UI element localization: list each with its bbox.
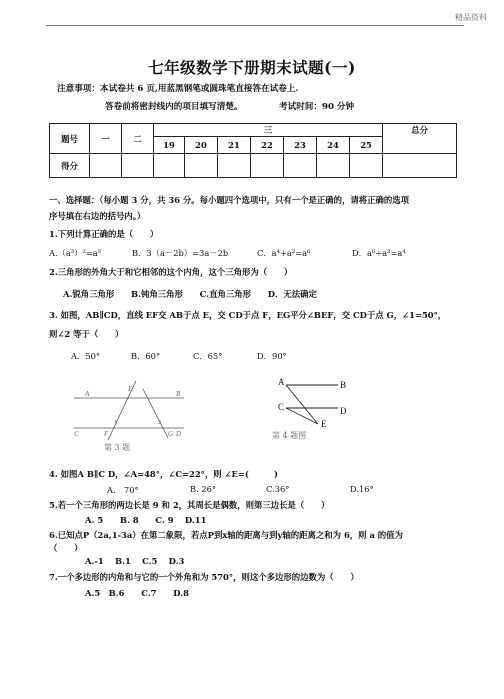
q6-line-1: 6.已知点P（2a,1-3a）在第二象限，若点P到x轴的距离与到y轴的距离之和为 6，则 a 的值为 <box>49 530 403 540</box>
label-angle-2: 2 <box>158 419 162 426</box>
score-cell[interactable] <box>122 154 154 178</box>
line-ae <box>286 385 318 424</box>
q2-stem: 2.三角形的外角大于和它相邻的这个内角，这个三角形为（ ） <box>49 267 293 277</box>
label-a-4: A <box>278 377 285 387</box>
label-angle-1: 1 <box>114 419 118 426</box>
section1-heading-2: 序号填在右边的括号内。） <box>49 211 146 221</box>
score-cell[interactable] <box>185 154 218 178</box>
cell-two: 二 <box>122 124 154 154</box>
q4-option-b: B. 26° <box>190 484 217 494</box>
notice-line-1: 注意事项：本试卷共 6 页,用蓝黑钢笔或圆珠笔直接答在试卷上. <box>57 84 299 94</box>
score-cell[interactable] <box>154 154 185 178</box>
score-cell[interactable] <box>218 154 251 178</box>
notice-line-2b: 考试时间：90 分钟 <box>279 102 355 112</box>
cell-one: 一 <box>90 124 122 154</box>
q7-stem: 7.一个多边形的内角和与它的一个外角和为 570°，则这个多边形的边数为（ ） <box>49 572 359 582</box>
q3-line-2: 则∠2 等于（ ） <box>49 329 124 339</box>
line-eg <box>143 389 168 438</box>
figure-4-diagram <box>274 376 354 432</box>
q6-line-2: （ ） <box>49 543 83 553</box>
label-d: D <box>176 430 182 438</box>
q6-options: A.-1 B.1 C.5 D.3 <box>85 556 185 566</box>
q1-stem: 1.下列计算正确的是（ ） <box>49 229 159 239</box>
cell-total: 总分 <box>383 124 457 154</box>
q1-option-b: B．3（a－2b）=3a－2b <box>132 248 229 258</box>
q1-option-a: A.（a³）²=a⁵ <box>49 248 102 258</box>
cell-tihao: 题号 <box>50 124 90 154</box>
label-d-4: D <box>340 406 347 416</box>
section1-heading-1: 一、选择题：（每小题 3 分，共 36 分。每小题四个选项中，只有一个是正确的，请将正确的选项 <box>49 195 409 205</box>
label-c-4: C <box>278 402 285 412</box>
q4-option-a: A. 70° <box>107 485 139 495</box>
exam-title: 七年级数学下册期末试题(一) <box>148 58 356 77</box>
q3-option-b: B．60° <box>131 351 161 361</box>
label-a: A <box>85 390 90 398</box>
q7-options: A.5 B.6 C.7 D.8 <box>85 588 189 598</box>
label-g: G <box>168 430 174 438</box>
q2-options: A.锐角三角形 B.钝角三角形 C.直角三角形 D．无法确定 <box>63 289 317 299</box>
label-f: F <box>104 430 109 438</box>
q3-option-a: A．50° <box>71 351 100 361</box>
figure-4-caption: 第 4 题图 <box>272 431 307 440</box>
col-header: 19 <box>154 137 185 154</box>
label-e-4: E <box>321 419 327 429</box>
line-ce <box>286 408 318 424</box>
q3-line-1: 3. 如图，AB∥CD，直线 EF交 AB于点 E，交 CD于点 F，EG平分∠BEF，交 CD于点 G，∠1=50°， <box>49 310 447 320</box>
q5-stem: 5.若一个三角形的两边长是 9 和 2，其周长是偶数，则第三边长是（ ） <box>49 500 330 510</box>
score-cell[interactable] <box>284 154 317 178</box>
col-header: 20 <box>185 137 218 154</box>
figure-3-caption: 第 3 题 <box>104 443 131 452</box>
cell-defen: 得分 <box>50 154 90 178</box>
header-rule <box>46 25 464 26</box>
q4-option-c: C.36° <box>266 484 290 494</box>
q5-options: A. 5 B. 8 C. 9 D.11 <box>85 515 207 525</box>
col-header: 21 <box>218 137 251 154</box>
watermark-text: 精品资料 <box>455 13 487 22</box>
notice-line-2a: 答卷前将密封线内的项目填写清楚。 <box>105 102 243 112</box>
col-header: 24 <box>317 137 350 154</box>
q1-option-c: C．a⁴+a²=a⁶ <box>257 248 311 258</box>
label-b: B <box>176 390 181 398</box>
q1-option-d: D．a⁶÷a²=a⁴ <box>352 248 406 258</box>
col-header: 23 <box>284 137 317 154</box>
score-table <box>49 123 457 178</box>
label-b-4: B <box>340 380 347 390</box>
col-header: 22 <box>251 137 284 154</box>
cell-three: 三 <box>154 124 383 137</box>
q3-option-d: D．90° <box>257 351 287 361</box>
q4-option-d: D.16° <box>350 484 374 494</box>
label-c: C <box>74 430 79 438</box>
label-e: E <box>128 385 133 393</box>
score-cell[interactable] <box>383 154 457 178</box>
col-header: 25 <box>350 137 383 154</box>
score-cell[interactable] <box>90 154 122 178</box>
q3-option-c: C．65° <box>193 351 223 361</box>
score-cell[interactable] <box>251 154 284 178</box>
score-cell[interactable] <box>350 154 383 178</box>
score-cell[interactable] <box>317 154 350 178</box>
q4-stem: 4. 如图A B∥C D，∠A=48°，∠C=22°，则 ∠E=( ) <box>49 469 278 479</box>
